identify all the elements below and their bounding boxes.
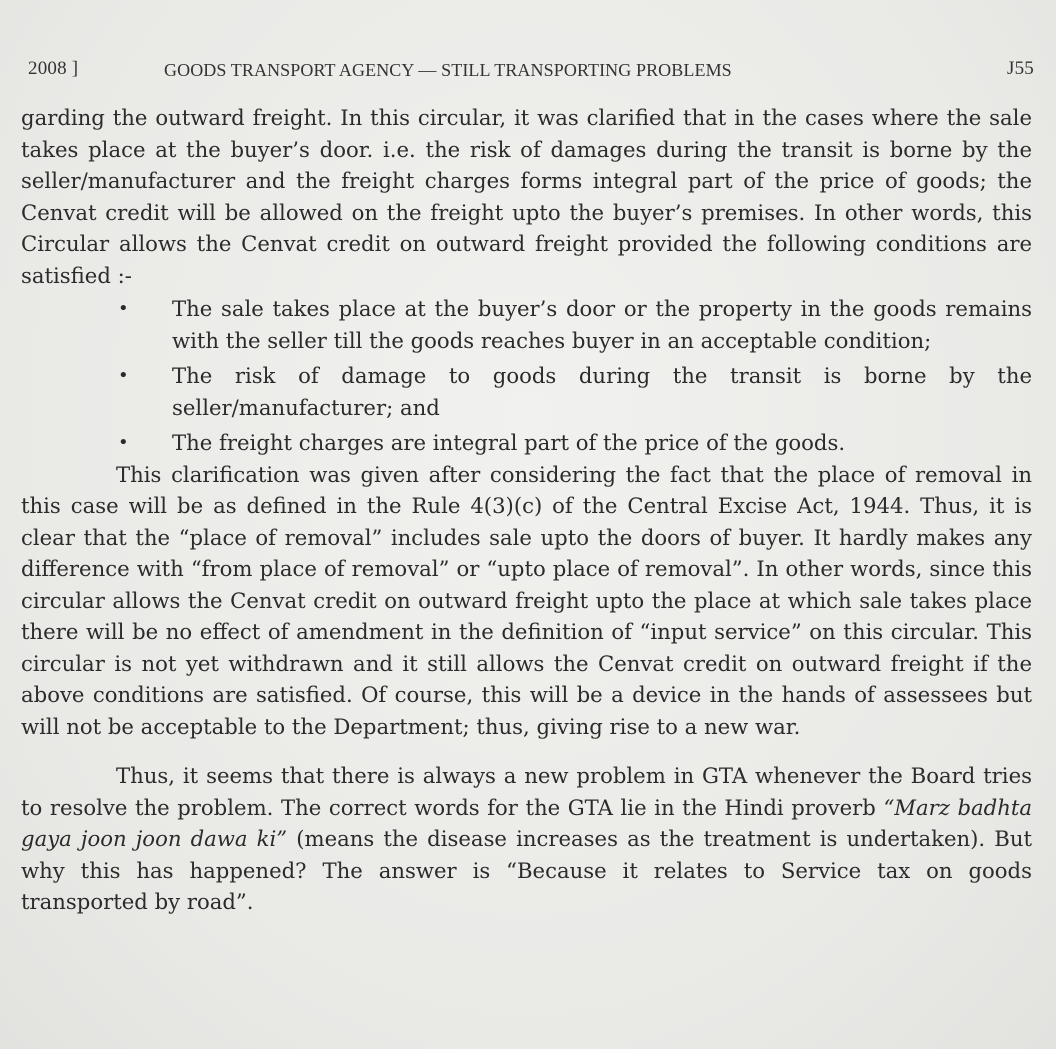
paragraph-2: This clarification was given after considering the fact that the place of removal in this case will be as defined in the Rule 4(3)(c) of the Central Excise Act, 1944. Thus, it is clear that the “place of removal” includes sale upto the doors of buyer. It hardly makes any difference with “from place of removal” or “upto place of removal”. In other words, since this circular allows the Cenvat credit on outward freight upto the place at which sale takes place there will be no effect of amendment in the definition of “input service” on this circular. This circular is not yet withdrawn and it still allows the Cenvat credit on outward freight if the above conditions are satisfied. Of course, this will be a device in the hands of assessees but will not be acceptable to the Department; thus, giving rise to a new war.: [21, 461, 1032, 739]
list-item: [118, 293, 1032, 356]
header-page-number: J55: [1007, 58, 1034, 79]
header-year: 2008 ]: [28, 58, 79, 79]
paragraph-3-text-start: Thus, it seems that there is always a new problem in GTA whenever the Board tries to resolve the problem. The correct words for the GTA lie in the Hindi proverb: [21, 763, 1032, 820]
list-item-text: The sale takes place at the buyer’s door or the property in the goods remains with the seller till the goods reaches buyer in an acceptable condition;: [172, 296, 1032, 353]
body-text: [21, 102, 1032, 918]
list-item: [118, 427, 1032, 459]
conditions-list: [21, 293, 1032, 459]
bullet-icon: •: [118, 432, 129, 453]
bullet-icon: •: [118, 298, 129, 319]
paragraph-spacer: [21, 742, 1032, 760]
paragraph-1: garding the outward freight. In this circular, it was clarified that in the cases where the sale takes place at the buyer’s door. i.e. the risk of damages during the transit is borne by the seller/manufacturer and the freight charges forms integral part of the price of goods; the Cenvat credit will be allowed on the freight upto the buyer’s premises. In other words, this Circular allows the Cenvat credit on outward freight provided the following conditions are satisfied :-: [21, 105, 1032, 288]
list-item-text: The freight charges are integral part of the price of the goods.: [172, 430, 846, 455]
paragraph-3-text-end: (means the disease increases as the treatment is undertaken). But why this has happened? The answer is “Because it relates to Service tax on goods transported by road”.: [21, 826, 1032, 914]
running-head: [22, 58, 1034, 88]
header-title: GOODS TRANSPORT AGENCY — STILL TRANSPORTING PROBLEMS: [164, 60, 732, 80]
paragraph-3: [21, 760, 1032, 918]
list-item-text: The risk of damage to goods during the transit is borne by the seller/manufacturer; and: [172, 363, 1032, 420]
list-item: [118, 360, 1032, 423]
bullet-icon: •: [118, 365, 129, 386]
hindi-proverb: “Marz badhta gaya joon joon dawa ki”: [21, 794, 1032, 851]
